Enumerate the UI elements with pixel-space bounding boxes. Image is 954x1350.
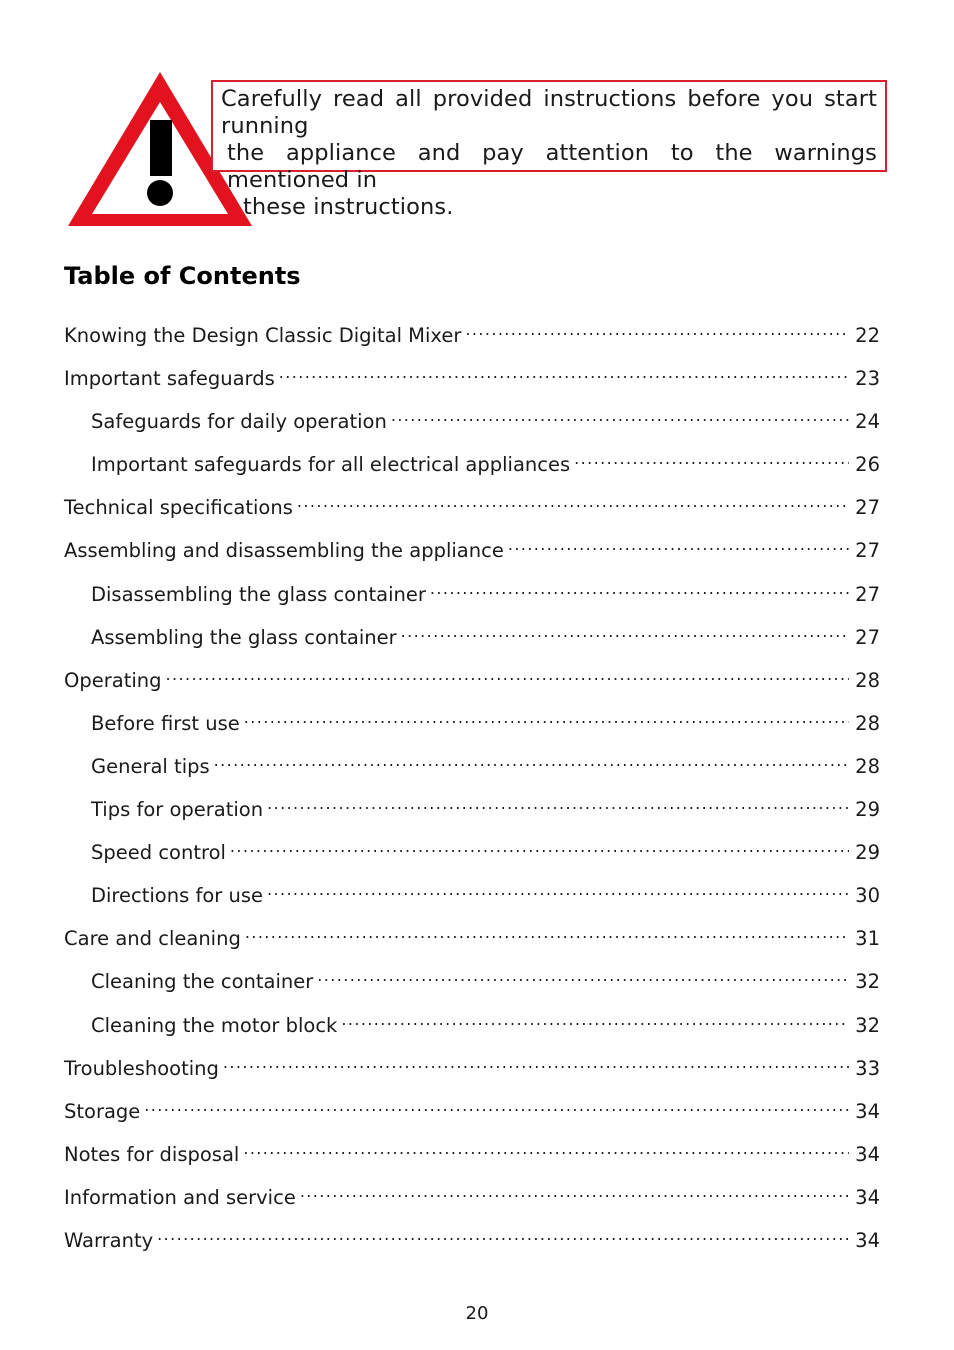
- toc-entry[interactable]: [64, 492, 880, 535]
- toc-entry-page: 23: [855, 367, 880, 391]
- toc-leader: [341, 1012, 849, 1032]
- toc-leader: [401, 624, 850, 644]
- toc-entry-label: Cleaning the motor block: [91, 1013, 338, 1037]
- toc-subentry[interactable]: [64, 1010, 880, 1053]
- toc-leader: [157, 1227, 849, 1247]
- toc-leader: [244, 710, 849, 730]
- toc-entry-page: 26: [855, 453, 880, 477]
- toc-entry-page: 30: [855, 884, 880, 908]
- toc-entry-page: 34: [855, 1099, 880, 1123]
- toc-entry-label: Safeguards for daily operation: [91, 410, 387, 434]
- toc-subentry[interactable]: [64, 708, 880, 751]
- toc-entry[interactable]: [64, 363, 880, 406]
- toc-entry-page: 27: [855, 625, 880, 649]
- toc-entry[interactable]: [64, 535, 880, 578]
- toc-entry-page: 29: [855, 798, 880, 822]
- toc-subentry[interactable]: [64, 880, 880, 923]
- toc-entry-label: Important safeguards for all electrical appliances: [91, 453, 571, 477]
- warning-line-2: the appliance and pay attention to the warnings mentioned in: [227, 140, 877, 193]
- toc-subentry[interactable]: [64, 751, 880, 794]
- toc-entry[interactable]: [64, 1225, 880, 1268]
- toc-entry[interactable]: [64, 1053, 880, 1096]
- toc-leader: [279, 365, 849, 385]
- toc-entry-page: 33: [855, 1056, 880, 1080]
- page-number: 20: [465, 1303, 489, 1324]
- toc-entry-page: 28: [855, 754, 880, 778]
- toc-entry-page: 32: [855, 1013, 880, 1037]
- toc-entry-label: Disassembling the glass container: [91, 582, 426, 606]
- toc-entry-label: Technical specifications: [64, 496, 293, 520]
- toc-list: [64, 320, 880, 1268]
- toc-entry-page: 27: [855, 582, 880, 606]
- toc-entry-page: 32: [855, 970, 880, 994]
- toc-entry-label: Warranty: [64, 1228, 154, 1252]
- toc-entry[interactable]: [64, 1139, 880, 1182]
- toc-leader: [214, 753, 850, 773]
- toc-entry-label: Important safeguards: [64, 367, 275, 391]
- toc-leader: [574, 451, 849, 471]
- toc-entry-label: Before first use: [91, 711, 240, 735]
- warning-line-1: Carefully read all provided instructions before you start running: [221, 86, 877, 139]
- toc-subentry[interactable]: [64, 837, 880, 880]
- toc-entry-page: 28: [855, 711, 880, 735]
- toc-leader: [297, 494, 849, 514]
- toc-subentry[interactable]: [64, 622, 880, 665]
- toc-entry-page: 28: [855, 668, 880, 692]
- toc-leader: [245, 925, 849, 945]
- toc-entry[interactable]: [64, 1182, 880, 1225]
- toc-leader: [300, 1184, 849, 1204]
- warning-notice: [211, 80, 887, 220]
- toc-leader: [230, 839, 849, 859]
- toc-entry-page: 31: [855, 927, 880, 951]
- toc-entry-label: Assembling and disassembling the appliance: [64, 539, 504, 563]
- toc-entry-label: Knowing the Design Classic Digital Mixer: [64, 324, 462, 347]
- toc-leader: [391, 408, 849, 428]
- toc-subentry[interactable]: [64, 406, 880, 449]
- toc-entry-label: Directions for use: [91, 884, 263, 908]
- toc-entry-page: 34: [855, 1142, 880, 1166]
- toc-entry-label: Storage: [64, 1099, 141, 1123]
- toc-entry-page: 22: [855, 324, 880, 347]
- toc-entry[interactable]: [64, 665, 880, 708]
- toc-entry-label: General tips: [91, 754, 210, 778]
- toc-entry[interactable]: [64, 1096, 880, 1139]
- toc-entry-page: 34: [855, 1185, 880, 1209]
- toc-entry[interactable]: [64, 320, 880, 363]
- toc-leader: [317, 968, 849, 988]
- toc-leader: [243, 1141, 849, 1161]
- toc-entry-page: 27: [855, 539, 880, 563]
- toc-entry-label: Information and service: [64, 1185, 296, 1209]
- toc-leader: [223, 1055, 849, 1075]
- toc-entry-label: Troubleshooting: [64, 1056, 219, 1080]
- toc-subentry[interactable]: [64, 579, 880, 622]
- toc-leader: [144, 1098, 849, 1118]
- toc-entry-label: Tips for operation: [91, 798, 264, 822]
- toc-leader: [166, 667, 850, 687]
- toc-entry-page: 24: [855, 410, 880, 434]
- toc-entry-page: 34: [855, 1228, 880, 1252]
- toc-subentry[interactable]: [64, 794, 880, 837]
- toc-subentry[interactable]: [64, 449, 880, 492]
- toc-entry[interactable]: [64, 923, 880, 966]
- toc-entry-label: Assembling the glass container: [91, 625, 397, 649]
- toc-leader: [267, 796, 849, 816]
- toc-entry-label: Operating: [64, 668, 162, 692]
- toc-entry-label: Cleaning the container: [91, 970, 314, 994]
- warning-line-3: these instructions.: [243, 194, 454, 220]
- toc-leader: [508, 537, 849, 557]
- toc-title: Table of Contents: [64, 262, 301, 290]
- toc-leader: [430, 581, 849, 601]
- toc-leader: [267, 882, 849, 902]
- toc-entry-label: Speed control: [91, 841, 226, 865]
- toc-leader: [465, 322, 849, 342]
- toc-entry-page: 27: [855, 496, 880, 520]
- toc-subentry[interactable]: [64, 966, 880, 1009]
- toc-entry-page: 29: [855, 841, 880, 865]
- toc-entry-label: Care and cleaning: [64, 927, 241, 951]
- toc-entry-label: Notes for disposal: [64, 1142, 240, 1166]
